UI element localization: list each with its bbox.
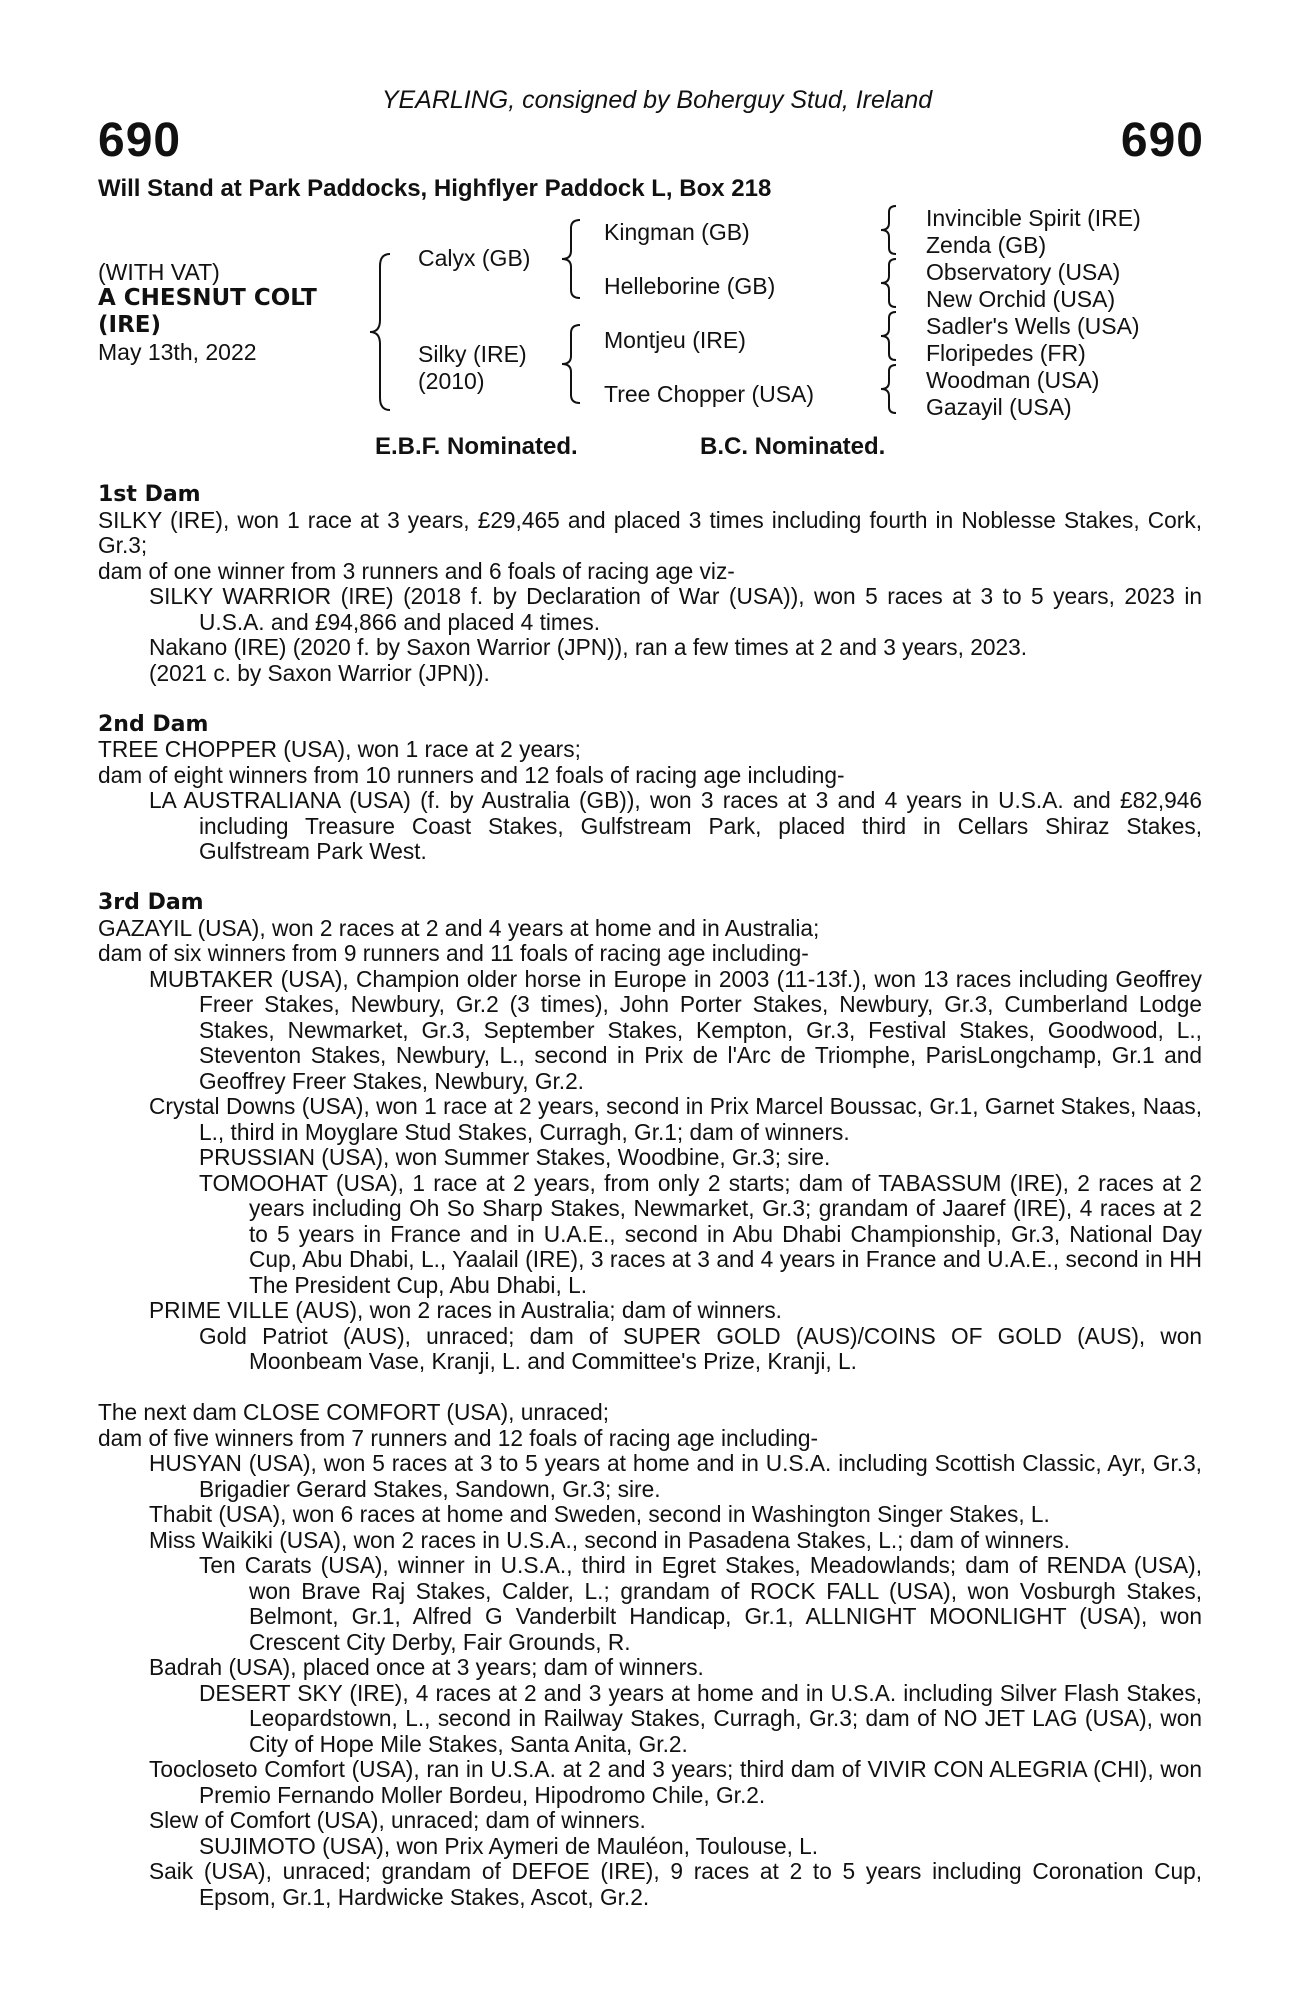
pedigree-brace-dam bbox=[560, 323, 586, 405]
next-dam-produce-8: Slew of Comfort (USA), unraced; dam of winners. bbox=[149, 1807, 646, 1833]
foaling-date: May 13th, 2022 bbox=[98, 339, 257, 365]
next-dam-produce-3: Miss Waikiki (USA), won 2 races in U.S.A., second in Pasadena Stakes, L.; dam of winners. bbox=[149, 1526, 1070, 1553]
next-dam-produce-intro: dam of five winners from 7 runners and 12 foals of racing age including- bbox=[98, 1424, 819, 1451]
horse-name: A CHESNUT COLT bbox=[98, 285, 317, 311]
third-dam-summary: GAZAYIL (USA), won 2 races at 2 and 4 years at home and in Australia; bbox=[98, 914, 820, 941]
pedigree-dam: Silky (IRE) bbox=[418, 341, 527, 367]
pedigree-brace-sire bbox=[560, 218, 586, 300]
stand-location: Will Stand at Park Paddocks, Highflyer Paddock L, Box 218 bbox=[98, 175, 772, 202]
next-dam-produce-10: Saik (USA), unraced; grandam of DEFOE (IRE), 9 races at 2 to 5 years including Coronation Cup, Epsom, Gr.1, Hardwicke Stakes, Ascot, Gr.2. bbox=[149, 1858, 1202, 1910]
first-dam-produce-2: Nakano (IRE) (2020 f. by Saxon Warrior (JPN)), ran a few times at 2 and 3 years, 2023. bbox=[149, 634, 1028, 660]
pedigree-dam-dam: Tree Chopper (USA) bbox=[604, 381, 815, 407]
pedigree-sire-dam: Helleborine (GB) bbox=[604, 273, 776, 299]
pedigree-gg8: Gazayil (USA) bbox=[926, 394, 1072, 420]
next-dam-produce-7: Toocloseto Comfort (USA), ran in U.S.A. at 2 and 3 years; third dam of VIVIR CON ALEGRIA (CHI), won Premio Fernando Moller Bordeu, Hipodromo Chile, Gr.2. bbox=[149, 1756, 1202, 1808]
first-dam-produce-1: SILKY WARRIOR (IRE) (2018 f. by Declaration of War (USA)), won 5 races at 3 to 5 years, 2023 in U.S.A. and £94,866 and placed 4 times. bbox=[149, 583, 1202, 635]
pedigree-brace-4 bbox=[878, 363, 902, 415]
third-dam-produce-4: TOMOOHAT (USA), 1 race at 2 years, from only 2 starts; dam of TABASSUM (IRE), 2 races at 2 years including Oh So Sharp Stakes, Newmarket, Gr.3; grandam of Jaaref (IRE), 4 races at 2 to 5 years in France and in U.A.E., second in Abu Dhabi Championship, Gr.3, National Day Cup, Abu Dhabi, L., Yaalail (IRE), 3 races at 3 and 4 years in France and U.A.E., second in HH The President Cup, Abu Dhabi, L. bbox=[199, 1169, 1202, 1298]
third-dam-produce-2: Crystal Downs (USA), won 1 race at 2 years, second in Prix Marcel Boussac, Gr.1, Garnet Stakes, Naas, L., third in Moyglare Stud Stakes, Curragh, Gr.1; dam of winners. bbox=[149, 1093, 1202, 1145]
next-dam-produce-6: DESERT SKY (IRE), 4 races at 2 and 3 years at home and in U.S.A. including Silver Flash Stakes, Leopardstown, L., second in Railway Stakes, Curragh, Gr.3; dam of NO JET LAG (USA), won City of Hope Mile Stakes, Santa Anita, Gr.2. bbox=[199, 1679, 1202, 1757]
pedigree-sire: Calyx (GB) bbox=[418, 245, 531, 271]
pedigree-sire-sire: Kingman (GB) bbox=[604, 219, 750, 245]
third-dam-heading: 3rd Dam bbox=[98, 890, 204, 915]
pedigree-brace-2 bbox=[878, 257, 902, 309]
lot-number-left: 690 bbox=[98, 114, 182, 167]
third-dam-produce-5: PRIME VILLE (AUS), won 2 races in Australia; dam of winners. bbox=[149, 1297, 782, 1323]
pedigree-gg3: Observatory (USA) bbox=[926, 259, 1121, 285]
pedigree-brace-main bbox=[368, 252, 398, 412]
pedigree-brace-3 bbox=[878, 310, 902, 362]
ebf-nomination: E.B.F. Nominated. bbox=[375, 433, 578, 460]
next-dam-summary: The next dam CLOSE COMFORT (USA), unraced; bbox=[98, 1399, 610, 1425]
next-dam-produce-4: Ten Carats (USA), winner in U.S.A., third in Egret Stakes, Meadowlands; dam of RENDA (USA), won Brave Raj Stakes, Calder, L.; grandam of ROCK FALL (USA), won Vosburgh Stakes, Belmont, Gr.1, Alfred G Vanderbilt Handicap, Gr.1, ALLNIGHT MOONLIGHT (USA), won Crescent City Derby, Fair Grounds, R. bbox=[199, 1552, 1202, 1655]
third-dam-produce-1: MUBTAKER (USA), Champion older horse in Europe in 2003 (11-13f.), won 13 races including Geoffrey Freer Stakes, Newbury, Gr.2 (3 times), John Porter Stakes, Newbury, Gr.3, Cumberland Lodge Stakes, Newmarket, Gr.3, September Stakes, Kempton, Gr.3, Festival Stakes, Goodwood, L., Steventon Stakes, Newbury, L., second in Prix de l'Arc de Triomphe, ParisLongchamp, Gr.1 and Geoffrey Freer Stakes, Newbury, Gr.2. bbox=[149, 965, 1202, 1094]
bc-nomination: B.C. Nominated. bbox=[700, 433, 886, 460]
third-dam-produce-intro: dam of six winners from 9 runners and 11 foals of racing age including- bbox=[98, 940, 809, 966]
next-dam-produce-2: Thabit (USA), won 6 races at home and Sweden, second in Washington Singer Stakes, L. bbox=[149, 1501, 1050, 1527]
next-dam-produce-5: Badrah (USA), placed once at 3 years; dam of winners. bbox=[149, 1654, 704, 1680]
pedigree-gg6: Floripedes (FR) bbox=[926, 340, 1086, 366]
pedigree-gg1: Invincible Spirit (IRE) bbox=[926, 205, 1141, 231]
next-dam-produce-1: HUSYAN (USA), won 5 races at 3 to 5 years at home and in U.S.A. including Scottish Classic, Ayr, Gr.3, Brigadier Gerard Stakes, Sandown, Gr.3; sire. bbox=[149, 1450, 1202, 1502]
pedigree-dam-year: (2010) bbox=[418, 368, 485, 394]
catalogue-body bbox=[98, 482, 1202, 1910]
pedigree-gg7: Woodman (USA) bbox=[926, 367, 1100, 393]
second-dam-heading: 2nd Dam bbox=[98, 711, 209, 737]
third-dam-produce-6: Gold Patriot (AUS), unraced; dam of SUPER GOLD (AUS)/COINS OF GOLD (AUS), won Moonbeam Vase, Kranji, L. and Committee's Prize, Kranji, L. bbox=[199, 1322, 1202, 1374]
first-dam-heading: 1st Dam bbox=[98, 482, 201, 507]
lot-number-right: 690 bbox=[1120, 114, 1204, 167]
third-dam-produce-3: PRUSSIAN (USA), won Summer Stakes, Woodbine, Gr.3; sire. bbox=[199, 1144, 831, 1170]
first-dam-produce-3: (2021 c. by Saxon Warrior (JPN)). bbox=[149, 659, 490, 686]
second-dam-produce-intro: dam of eight winners from 10 runners and 12 foals of racing age including- bbox=[98, 761, 845, 788]
pedigree-gg5: Sadler's Wells (USA) bbox=[926, 313, 1140, 339]
pedigree-brace-1 bbox=[878, 204, 902, 256]
second-dam-produce-1: LA AUSTRALIANA (USA) (f. by Australia (GB)), won 3 races at 3 and 4 years in U.S.A. and £82,946 including Treasure Coast Stakes, Gulfstream Park, placed third in Cellars Shiraz Stakes, Gulfstream Park West. bbox=[149, 787, 1202, 864]
next-dam-produce-9: SUJIMOTO (USA), won Prix Aymeri de Mauléon, Toulouse, L. bbox=[199, 1832, 819, 1859]
consignment-line: YEARLING, consigned by Boherguy Stud, Ireland bbox=[381, 86, 933, 114]
pedigree-gg2: Zenda (GB) bbox=[926, 232, 1047, 258]
first-dam-produce-intro: dam of one winner from 3 runners and 6 foals of racing age viz- bbox=[98, 557, 735, 584]
vat-note: (WITH VAT) bbox=[98, 259, 220, 285]
first-dam-summary: SILKY (IRE), won 1 race at 3 years, £29,465 and placed 3 times including fourth in Noblesse Stakes, Cork, Gr.3; bbox=[98, 506, 1202, 558]
horse-breeding: (IRE) bbox=[98, 312, 162, 338]
pedigree-dam-sire: Montjeu (IRE) bbox=[604, 327, 746, 353]
second-dam-summary: TREE CHOPPER (USA), won 1 race at 2 years; bbox=[98, 736, 581, 762]
pedigree-gg4: New Orchid (USA) bbox=[926, 286, 1116, 312]
